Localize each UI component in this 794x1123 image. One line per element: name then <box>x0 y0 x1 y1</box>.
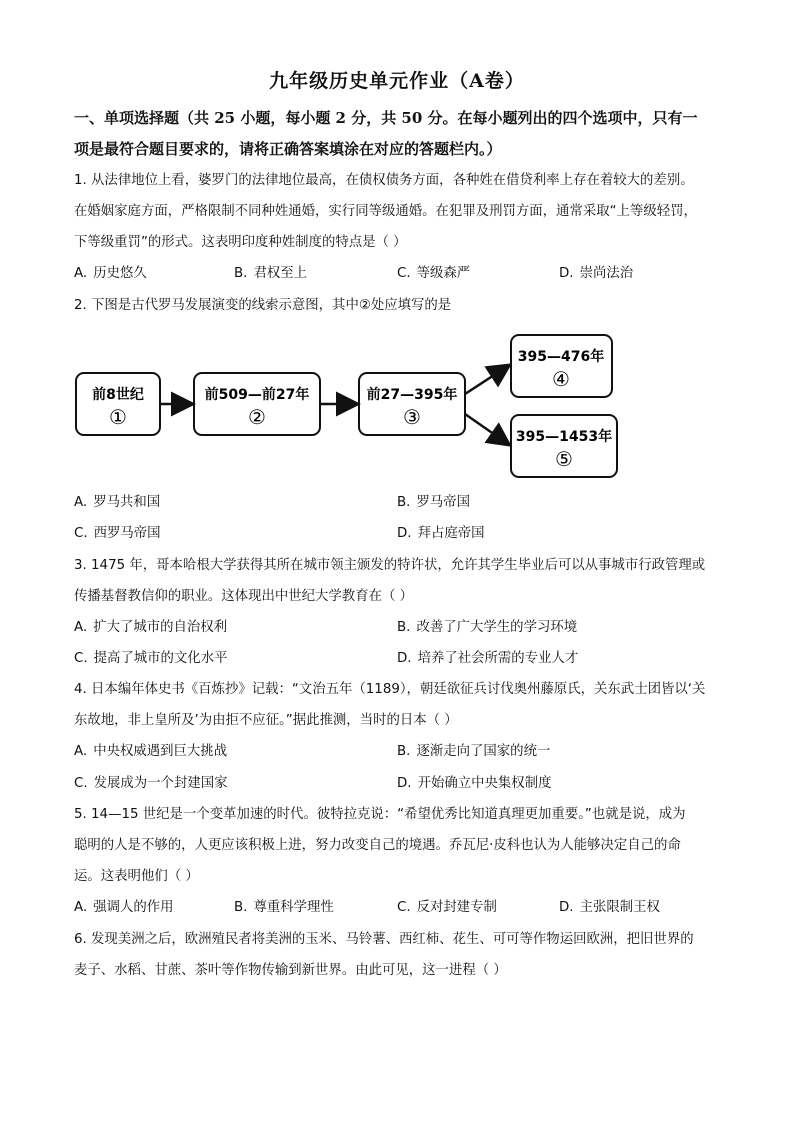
option-key: D. <box>397 526 412 541</box>
q5-option-c[interactable] <box>397 899 497 917</box>
question-6-text-line-2: 麦子、水稻、甘蔗、茶叶等作物传输到新世界。由此可见，这一进程（ ） <box>74 963 507 978</box>
question-1-text-line-3: 下等级重罚”的形式。这表明印度种姓制度的特点是（ ） <box>74 235 407 250</box>
question-5-text-line-3: 运。这表明他们（ ） <box>74 869 199 884</box>
option-text: 等级森严 <box>416 266 471 281</box>
option-text: 培养了社会所需的专业人才 <box>417 651 579 666</box>
q2-option-b[interactable] <box>397 494 470 512</box>
question-4-text-line-1: 4. 日本编年体史书《百炼抄》记载：“文治五年（1189），朝廷欲征兵讨伐奥州藤原氏，关东武士团皆以‘关 <box>74 682 706 697</box>
option-key: C. <box>397 266 411 281</box>
option-text: 扩大了城市的自治权利 <box>93 620 228 635</box>
option-key: C. <box>74 776 88 791</box>
section-heading-line-1: 一、单项选择题（共 25 小题，每小题 2 分，共 50 分。在每小题列出的四个选项中，只有一 <box>74 109 698 127</box>
q5-option-d[interactable] <box>559 899 660 917</box>
q4-option-c[interactable] <box>74 775 228 793</box>
q2-option-d[interactable] <box>397 525 485 543</box>
option-key: D. <box>559 900 574 915</box>
question-3-text-line-1: 3. 1475 年，哥本哈根大学获得其所在城市领主颁发的特许状，允许其学生毕业后可以从事城市行政管理或 <box>74 558 706 573</box>
box-1-period: 前8世纪 <box>92 387 144 403</box>
option-text: 罗马帝国 <box>416 495 471 510</box>
q3-option-b[interactable] <box>397 619 577 637</box>
option-key: A. <box>74 495 88 510</box>
box-2-number: ② <box>248 405 266 429</box>
box-5-period: 395—1453年 <box>515 429 613 445</box>
option-text: 拜占庭帝国 <box>417 526 485 541</box>
option-text: 君权至上 <box>253 266 308 281</box>
option-text: 罗马共和国 <box>93 495 161 510</box>
option-text: 历史悠久 <box>93 266 147 281</box>
q4-option-a[interactable] <box>74 743 227 761</box>
option-key: D. <box>559 266 574 281</box>
box-1-number: ① <box>109 405 127 429</box>
q1-option-b[interactable] <box>234 265 307 283</box>
arrow-3-to-5 <box>465 414 508 444</box>
option-key: D. <box>397 651 412 666</box>
q3-option-a[interactable] <box>74 619 227 637</box>
option-text: 崇尚法治 <box>579 266 634 281</box>
box-4-period: 395—476年 <box>517 349 605 365</box>
box-2-period: 前509—前27年 <box>204 387 310 403</box>
option-key: C. <box>397 900 411 915</box>
option-key: B. <box>397 620 411 635</box>
q1-option-d[interactable] <box>559 265 633 283</box>
q2-option-a[interactable] <box>74 494 160 512</box>
option-key: A. <box>74 900 88 915</box>
question-1-text-line-1: 1. 从法律地位上看，婆罗门的法律地位最高，在债权债务方面，各种姓在借贷利率上存在着较大的差别。 <box>74 173 694 188</box>
option-key: C. <box>74 651 88 666</box>
option-key: D. <box>397 776 412 791</box>
option-key: B. <box>234 900 248 915</box>
q5-option-a[interactable] <box>74 899 174 917</box>
question-1-text-line-2: 在婚姻家庭方面，严格限制不同种姓通婚，实行同等级通婚。在犯罪及刑罚方面，通常采取“上等级轻罚， <box>74 204 697 219</box>
question-3-text-line-2: 传播基督教信仰的职业。这体现出中世纪大学教育在（ ） <box>74 589 414 604</box>
question-2-text-line-1: 2. 下图是古代罗马发展演变的线索示意图，其中②处应填写的是 <box>74 298 452 313</box>
q3-option-c[interactable] <box>74 650 228 668</box>
option-key: A. <box>74 744 88 759</box>
q2-option-c[interactable] <box>74 525 161 543</box>
option-key: A. <box>74 620 88 635</box>
rome-timeline-diagram <box>0 320 794 490</box>
option-key: B. <box>397 495 411 510</box>
option-text: 西罗马帝国 <box>93 526 161 541</box>
option-key: B. <box>234 266 248 281</box>
box-3-number: ③ <box>403 405 421 429</box>
box-5-number: ⑤ <box>555 447 573 471</box>
diagram-box-2 <box>194 373 320 435</box>
page-title: 九年级历史单元作业（A卷） <box>269 70 525 92</box>
q1-option-c[interactable] <box>397 265 470 283</box>
option-text: 反对封建专制 <box>416 900 497 915</box>
option-text: 强调人的作用 <box>93 900 174 915</box>
option-text: 尊重科学理性 <box>253 900 334 915</box>
section-heading-line-2: 项是最符合题目要求的，请将正确答案填涂在对应的答题栏内。） <box>74 140 502 158</box>
option-text: 改善了广大学生的学习环境 <box>416 620 578 635</box>
question-5-text-line-2: 聪明的人是不够的，人更应该积极上进，努力改变自己的境遇。乔瓦尼·皮科也认为人能够决定自己的命 <box>74 838 681 853</box>
option-text: 发展成为一个封建国家 <box>93 776 228 791</box>
q1-option-a[interactable] <box>74 265 147 283</box>
option-text: 开始确立中央集权制度 <box>417 776 552 791</box>
option-text: 逐渐走向了国家的统一 <box>416 744 551 759</box>
arrow-3-to-4 <box>465 366 508 394</box>
option-text: 主张限制王权 <box>579 900 660 915</box>
question-6-text-line-1: 6. 发现美洲之后，欧洲殖民者将美洲的玉米、马铃薯、西红柿、花生、可可等作物运回欧洲，把旧世界的 <box>74 932 694 947</box>
option-key: B. <box>397 744 411 759</box>
option-text: 中央权威遇到巨大挑战 <box>93 744 228 759</box>
box-3-period: 前27—395年 <box>366 387 458 403</box>
box-4-number: ④ <box>552 367 570 391</box>
q5-option-b[interactable] <box>234 899 334 917</box>
q3-option-d[interactable] <box>397 650 578 668</box>
question-5-text-line-1: 5. 14—15 世纪是一个变革加速的时代。彼特拉克说：“希望优秀比知道真理更加重要。”也就是说，成为 <box>74 807 686 822</box>
question-4-text-line-2: 东故地，非上皇所及’为由拒不应征。”据此推测，当时的日本（ ） <box>74 713 458 728</box>
option-key: A. <box>74 266 88 281</box>
diagram-box-5 <box>511 415 617 477</box>
option-key: C. <box>74 526 88 541</box>
q4-option-b[interactable] <box>397 743 550 761</box>
q4-option-d[interactable] <box>397 775 551 793</box>
option-text: 提高了城市的文化水平 <box>93 651 228 666</box>
diagram-box-4 <box>511 335 612 397</box>
diagram-box-3 <box>359 373 465 435</box>
diagram-box-1 <box>76 373 160 435</box>
